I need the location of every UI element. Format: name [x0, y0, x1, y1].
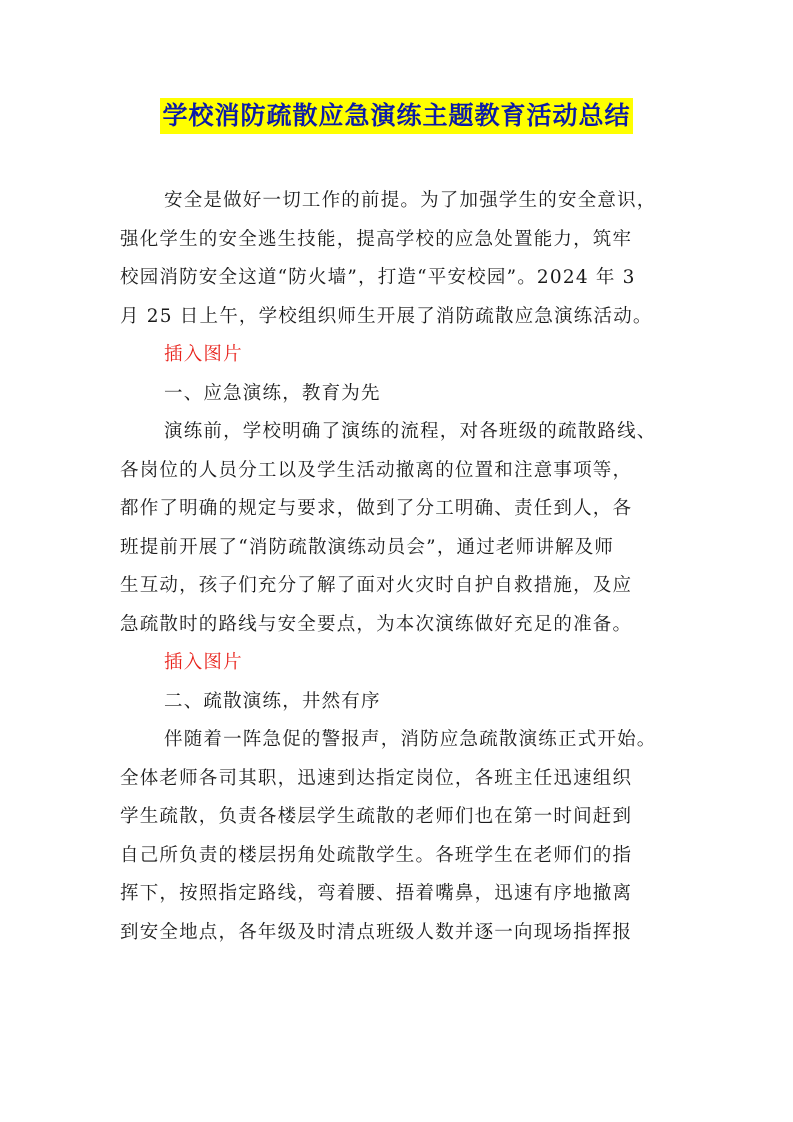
paragraph-line: 急疏散时的路线与安全要点，为本次演练做好充足的准备。 [120, 613, 633, 635]
paragraph-line: 校园消防安全这道“防火墙”，打造“平安校园”。2024 年 3 [120, 267, 636, 288]
document-title: 学校消防疏散应急演练主题教育活动总结 [160, 98, 632, 134]
section-heading: 二、疏散演练，井然有序 [164, 690, 381, 712]
paragraph-line: 强化学生的安全逃生技能，提高学校的应急处置能力，筑牢 [120, 228, 633, 250]
paragraph-line: 演练前，学校明确了演练的流程，对各班级的疏散路线、 [164, 421, 657, 442]
paragraph-line: 学生疏散，负责各楼层学生疏散的老师们也在第一时间赶到 [120, 806, 633, 827]
paragraph-line: 到安全地点，各年级及时清点班级人数并逐一向现场指挥报 [120, 921, 633, 943]
paragraph-line: 班提前开展了“消防疏散演练动员会”，通过老师讲解及师 [120, 536, 615, 558]
title-container [0, 98, 793, 134]
section-heading: 一、应急演练，教育为先 [164, 382, 381, 404]
paragraph-line: 都作了明确的规定与要求，做到了分工明确、责任到人，各 [120, 498, 633, 519]
document-body [120, 182, 680, 952]
paragraph-line: 生互动，孩子们充分了解了面对火灾时自护自救措施，及应 [120, 575, 633, 596]
insert-image-placeholder: 插入图片 [164, 344, 243, 365]
paragraph-line: 伴随着一阵急促的警报声，消防应急疏散演练正式开始。 [164, 729, 657, 750]
insert-image-placeholder: 插入图片 [164, 652, 243, 673]
paragraph-line: 月 25 日上午，学校组织师生开展了消防疏散应急演练活动。 [120, 305, 653, 327]
paragraph-line: 各岗位的人员分工以及学生活动撤离的位置和注意事项等， [120, 459, 633, 481]
paragraph-line: 挥下，按照指定路线，弯着腰、捂着嘴鼻，迅速有序地撤离 [120, 883, 633, 904]
paragraph-line: 自己所负责的楼层拐角处疏散学生。各班学生在老师们的指 [120, 844, 633, 866]
paragraph-line: 安全是做好一切工作的前提。为了加强学生的安全意识， [164, 190, 657, 211]
paragraph-line: 全体老师各司其职，迅速到达指定岗位，各班主任迅速组织 [120, 767, 633, 789]
